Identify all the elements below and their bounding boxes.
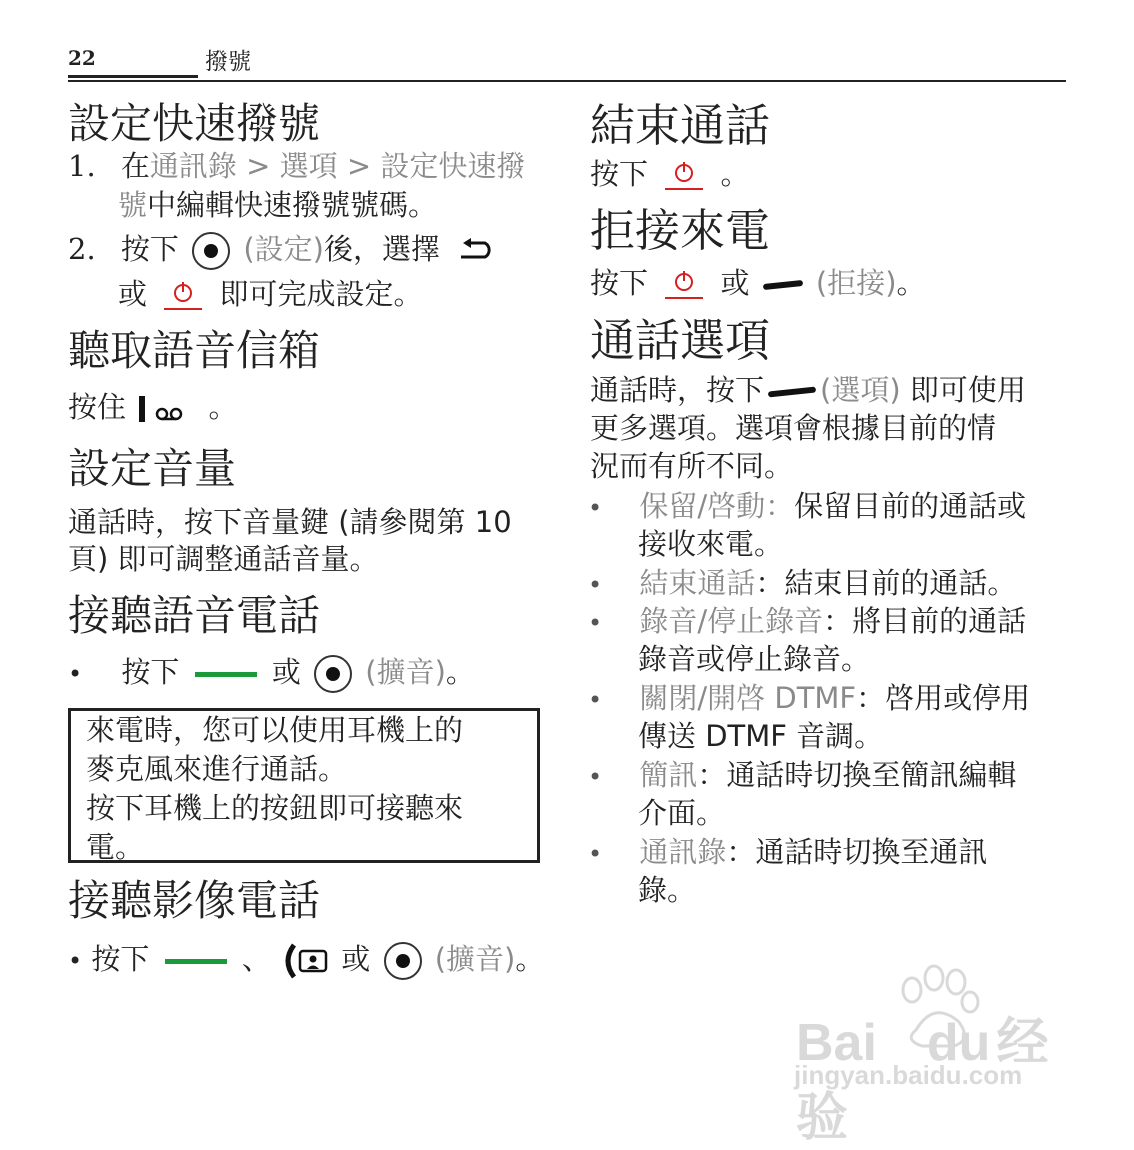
- options-intro1: [590, 371, 1026, 409]
- option-item: [588, 833, 987, 873]
- note-line2: 麥克風來進行通話。: [86, 752, 348, 786]
- option-label: 錄音/停止錄音: [639, 604, 824, 638]
- answer-voice-heading: 接聽語音電話: [68, 591, 321, 640]
- speaker-label: (擴音): [365, 655, 446, 689]
- answer-voice-text-b: 或: [271, 655, 301, 689]
- option-sep: ：: [726, 835, 756, 869]
- option-desc-cont: 接收來電。: [638, 527, 784, 561]
- watermark-url: jingyan.baidu.com: [794, 1060, 1023, 1090]
- header-rule-accent: [68, 75, 198, 78]
- watermark-brand2: du: [926, 1014, 991, 1072]
- options-intro2: 更多選項。選項會根據目前的情: [590, 411, 997, 445]
- option-desc: 將目前的通話: [852, 604, 1027, 638]
- end-key-icon: [663, 270, 705, 300]
- answer-video-heading: 接聽影像電話: [68, 876, 321, 925]
- end-key-icon: [663, 161, 705, 191]
- end-call-text: [590, 155, 749, 193]
- end-call-text-a: 按下: [590, 157, 649, 191]
- answer-voice-bullet-row: [68, 653, 475, 693]
- option-sep: ：: [697, 758, 727, 792]
- speaker-label: (擴音): [434, 942, 516, 976]
- center-key-icon: [384, 942, 422, 980]
- reject-heading: 拒接來電: [590, 204, 771, 257]
- watermark-brand: Bai: [796, 1014, 877, 1072]
- left-softkey-icon: [768, 387, 816, 398]
- bullet: •: [588, 686, 603, 714]
- speed-dial-heading: 設定快速撥號: [68, 99, 321, 148]
- volume-line1: 通話時，按下音量鍵 (請參閱第 10: [68, 505, 512, 539]
- options-heading: 通話選項: [590, 314, 771, 367]
- end-call-heading: 結束通話: [590, 99, 771, 152]
- call-key-icon: [195, 672, 257, 677]
- option-desc: 保留目前的通話或: [794, 489, 1027, 523]
- option-item: [588, 756, 1016, 796]
- note-line3: 按下耳機上的按鈕即可接聽來: [86, 791, 464, 825]
- option-item: [588, 679, 1030, 719]
- option-desc-cont: 錄。: [638, 873, 697, 907]
- option-label: 結束通話: [639, 566, 756, 600]
- step2-text-a: 按下: [120, 232, 179, 266]
- center-key-icon: [314, 655, 352, 693]
- option-desc-cont: 介面。: [638, 796, 726, 830]
- end-key-icon: [162, 281, 204, 311]
- note-line4: 電。: [86, 830, 145, 864]
- watermark-cn: 经验: [796, 1014, 1049, 1147]
- answer-video-text-b: 或: [341, 942, 371, 976]
- reject-text: [590, 264, 926, 302]
- reject-text-d: 。: [896, 266, 926, 300]
- options-intro3: 況而有所不同。: [590, 449, 794, 483]
- step1-path: 通訊錄 > 選項 > 設定快速撥: [149, 149, 526, 183]
- option-label: 關閉/開啓 DTMF: [639, 681, 857, 715]
- option-desc: 通話時切換至通訊: [755, 835, 988, 869]
- option-desc: 結束目前的通話。: [784, 566, 1017, 600]
- speed-dial-step1: [68, 147, 525, 185]
- option-item: [588, 602, 1026, 642]
- answer-voice-text-d: 。: [445, 655, 475, 689]
- step2-text-d: 或: [118, 277, 148, 311]
- option-item: [588, 564, 1016, 604]
- video-call-key-icon: [280, 943, 332, 979]
- option-sep: ：: [755, 566, 785, 600]
- step2-number: 2.: [68, 232, 96, 266]
- step2-text-c: 後，選擇: [323, 232, 440, 266]
- page-number: 22: [68, 46, 96, 70]
- bullet: •: [588, 840, 603, 868]
- reject-label: (拒接): [815, 266, 897, 300]
- end-call-text-b: 。: [720, 157, 750, 191]
- step1-path-end: 號: [118, 188, 148, 222]
- right-softkey-icon: [762, 280, 802, 290]
- option-item: [588, 487, 1026, 527]
- voicemail-text-b: 。: [208, 390, 238, 424]
- options-intro1-c: 即可使用: [900, 373, 1026, 407]
- step1-number: 1.: [68, 149, 96, 183]
- option-desc-cont: 傳送 DTMF 音調。: [638, 719, 884, 753]
- voicemail-key-icon: [135, 394, 189, 424]
- answer-video-text-d: 。: [515, 942, 545, 976]
- speed-dial-step2-cont: [118, 275, 422, 313]
- option-sep: ：: [856, 681, 886, 715]
- reject-text-b: 或: [720, 266, 750, 300]
- speed-dial-step2: [68, 230, 495, 270]
- bullet: •: [68, 660, 83, 688]
- back-icon: [455, 237, 495, 265]
- options-intro1-a: 通話時，按下: [590, 373, 765, 407]
- bullet: •: [588, 763, 603, 791]
- volume-line2: 頁) 即可調整通話音量。: [68, 542, 379, 576]
- bullet: •: [588, 494, 603, 522]
- call-key-icon: [165, 959, 227, 964]
- voicemail-heading: 聽取語音信箱: [68, 326, 321, 375]
- option-label: 保留/啓動: [639, 489, 766, 523]
- option-label: 通訊錄: [639, 835, 727, 869]
- voicemail-text-a: 按住: [68, 390, 127, 424]
- bullet: •: [68, 947, 83, 975]
- bullet: •: [588, 571, 603, 599]
- step1-text-a: 在: [120, 149, 150, 183]
- option-desc: 通話時切換至簡訊編輯: [726, 758, 1017, 792]
- reject-text-a: 按下: [590, 266, 649, 300]
- volume-heading: 設定音量: [68, 444, 237, 493]
- option-sep: ：: [765, 489, 795, 523]
- answer-video-bullet-row: [68, 940, 544, 980]
- center-key-icon: [192, 232, 230, 270]
- speed-dial-step1-cont: [118, 186, 437, 224]
- answer-video-sep: 、: [241, 942, 271, 976]
- section-title: 撥號: [205, 49, 251, 75]
- baidu-watermark: [794, 960, 1064, 1147]
- bullet: •: [588, 609, 603, 637]
- option-label: 簡訊: [639, 758, 698, 792]
- header-rule: [68, 80, 1066, 82]
- answer-video-text-a: 按下: [91, 942, 150, 976]
- step1-text-b: 中編輯快速撥號號碼。: [147, 188, 438, 222]
- step2-text-e: 即可完成設定。: [219, 277, 423, 311]
- step2-set-label: (設定): [243, 232, 324, 266]
- option-desc-cont: 錄音或停止錄音。: [638, 642, 871, 676]
- voicemail-text: [68, 388, 237, 426]
- option-sep: ：: [823, 604, 853, 638]
- answer-voice-text-a: 按下: [121, 655, 180, 689]
- note-line1: 來電時，您可以使用耳機上的: [86, 713, 464, 747]
- option-desc: 啓用或停用: [885, 681, 1031, 715]
- options-label: (選項): [820, 373, 901, 407]
